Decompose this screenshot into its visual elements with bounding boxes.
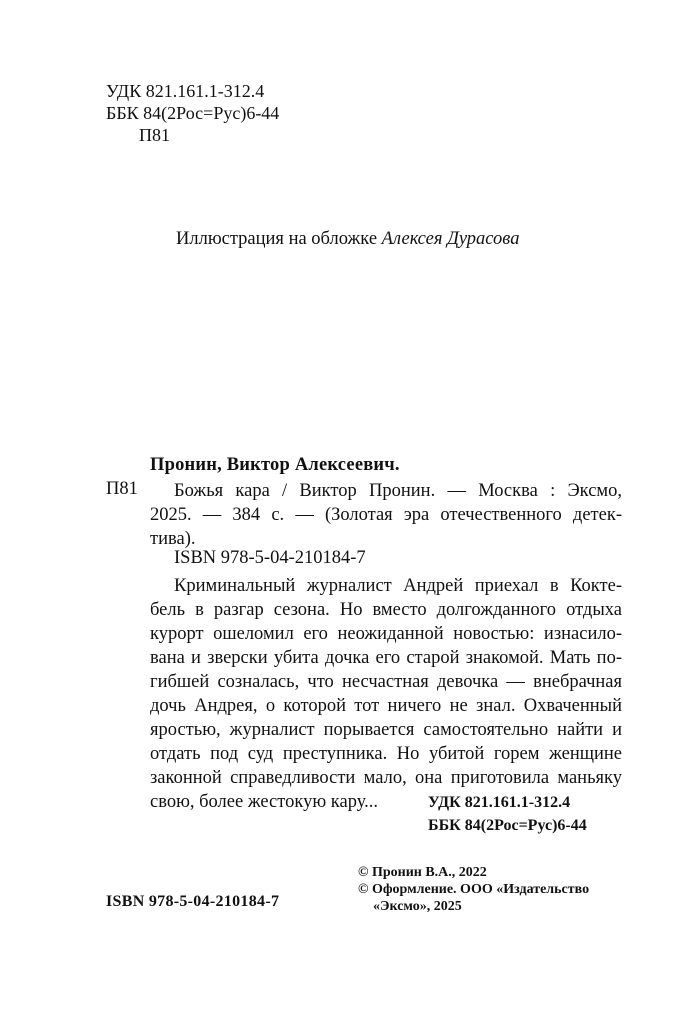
biblio-line: 2025. — 384 с. — (Золотая эра отечественного детек- [150,505,622,525]
bbk-code: ББК 84(2Рос=Рус)6-44 [106,103,280,123]
author-mark: П81 [139,125,170,145]
annotation-line: дочь Андрея, о которой тот ничего не знал. Охваченный [150,696,622,716]
biblio-line: Божья кара / Виктор Пронин. — Москва : Эксмо, [174,481,622,501]
record-author-mark: П81 [106,479,138,499]
copyright-design-continued: «Эксмо», 2025 [373,899,462,914]
udk-code: УДК 821.161.1-312.4 [106,81,265,101]
top-classification-codes [106,80,279,146]
udk-code: УДК 821.161.1-312.4 [428,794,571,811]
copyright-design: © Оформление. ООО «Издательство [358,882,590,897]
copyright-block [358,864,589,915]
annotation-line: яростью, журналист порывается самостоятельно найти и [150,720,622,740]
bbk-code: ББК 84(2Рос=Рус)6-44 [428,817,587,834]
annotation-line: бель в разгар сезона. Но вместо долгожданного отдыха [150,600,622,620]
bottom-isbn: ISBN 978-5-04-210184-7 [106,893,280,910]
annotation-line: вана и зверски убита дочка его старой знакомой. Мать по- [150,648,622,668]
bibliographic-description [150,479,622,551]
illustrator-name: Алексея Дурасова [381,229,520,249]
annotation-line: курорт ошеломил его неожиданной новостью: изнасило- [150,624,622,644]
copyright-author: © Пронин В.А., 2022 [358,865,487,880]
annotation-line: отдать под суд преступника. Но убитой горем женщине [150,744,622,764]
annotation-line: Криминальный журналист Андрей приехал в Коктe- [174,576,622,596]
record-isbn: ISBN 978-5-04-210184-7 [174,548,366,568]
illustration-credit-prefix: Иллюстрация на обложке [176,229,378,249]
biblio-line: тива). [150,529,196,549]
record-author: Пронин, Виктор Алексеевич. [150,455,400,475]
cover-illustration-credit [176,229,519,250]
annotation-line: свою, более жестокую кару... [150,792,378,812]
annotation-line: законной справедливости мало, она приготовила маньяку [150,768,622,788]
annotation-line: гибшей созналась, что несчастная девочка — внебрачная [150,672,622,692]
bottom-classification-codes [428,791,587,837]
annotation [150,574,622,814]
